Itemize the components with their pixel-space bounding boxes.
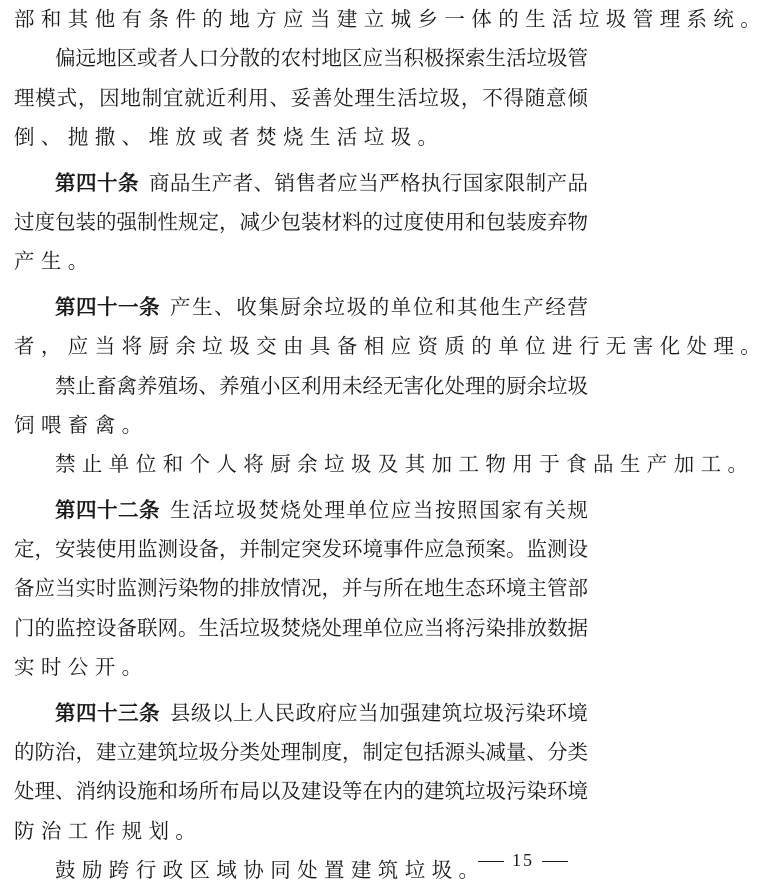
line-text: 偏 远 地 区 或 者 人 口 分 散 的 农 村 地 区 应 当 积 极 探 索 生 活 垃 圾 管 bbox=[55, 46, 588, 71]
line-text: 生 活 垃 圾 焚 烧 处 理 单 位 应 当 按 照 国 家 有 关 规 bbox=[170, 497, 588, 522]
text-line bbox=[14, 530, 588, 569]
text-line bbox=[14, 0, 767, 39]
article-number: 第四十一条 bbox=[55, 294, 160, 319]
line-text: 理 模 式 ， 因 地 制 宜 就 近 利 用 、 妥 善 处 理 生 活 垃 圾 ， 不 得 随 意 倾 bbox=[14, 85, 588, 110]
line-text: 处 理 、 消 纳 设 施 和 场 所 布 局 以 及 建 设 等 在 内 的 建 筑 垃 圾 污 染 环 境 bbox=[14, 779, 588, 804]
text-line bbox=[14, 406, 588, 445]
page-number-value: 15 bbox=[512, 850, 534, 870]
text-line bbox=[14, 118, 588, 157]
article-paragraph bbox=[14, 164, 588, 282]
article-number: 第四十条 bbox=[55, 170, 139, 195]
line-text: 县 级 以 上 人 民 政 府 应 当 加 强 建 筑 垃 圾 污 染 环 境 bbox=[170, 700, 588, 725]
line-text: 过 度 包 装 的 强 制 性 规 定 ， 减 少 包 装 材 料 的 过 度 使 用 和 包 装 废 弃 物 bbox=[14, 209, 588, 234]
article-number: 第四十三条 bbox=[55, 700, 160, 725]
article-paragraph bbox=[14, 491, 588, 688]
line-text: 禁止单位和个人将厨余垃圾及其加工物用于食品生产加工。 bbox=[55, 452, 755, 477]
text-line bbox=[14, 694, 588, 733]
text-line bbox=[14, 569, 588, 608]
text-line bbox=[14, 609, 588, 648]
line-text: 饲喂畜禽。 bbox=[14, 412, 149, 437]
line-text: 倒、抛撒、堆放或者焚烧生活垃圾。 bbox=[14, 125, 445, 150]
text-line bbox=[14, 79, 588, 118]
line-text: 防治工作规划。 bbox=[14, 818, 203, 843]
article-paragraph bbox=[14, 288, 767, 367]
text-line bbox=[14, 39, 588, 78]
line-text: 定 ， 安 装 使 用 监 测 设 备 ， 并 制 定 突 发 环 境 事 件 应 急 预 案 。 监 测 设 bbox=[14, 537, 588, 562]
paragraph bbox=[14, 0, 767, 39]
line-text: 鼓励跨行政区域协同处置建筑垃圾。 bbox=[55, 858, 486, 883]
text-line bbox=[14, 327, 767, 366]
line-text: 的 防 治 ， 建 立 建 筑 垃 圾 分 类 处 理 制 度 ， 制 定 包 括 源 头 减 量 、 分 类 bbox=[14, 740, 588, 765]
text-line bbox=[14, 491, 588, 530]
line-text: 实时公开。 bbox=[14, 655, 149, 680]
line-text: 部和其他有条件的地方应当建立城乡一体的生活垃圾管理系统。 bbox=[14, 7, 767, 31]
text-line bbox=[14, 812, 588, 851]
line-text: 禁 止 畜 禽 养 殖 场 、 养 殖 小 区 利 用 未 经 无 害 化 处 理 的 厨 余 垃 圾 bbox=[55, 373, 588, 398]
line-text: 产生。 bbox=[14, 249, 95, 274]
page-number-dash-right bbox=[542, 861, 568, 862]
text-line bbox=[14, 164, 588, 203]
line-text: 门 的 监 控 设 备 联 网 。 生 活 垃 圾 焚 烧 处 理 单 位 应 当 将 污 染 排 放 数 据 bbox=[14, 615, 588, 640]
article-number: 第四十二条 bbox=[55, 497, 160, 522]
page-number-dash-left bbox=[478, 861, 504, 862]
paragraph bbox=[14, 367, 588, 446]
text-line bbox=[14, 648, 588, 687]
text-line bbox=[14, 203, 588, 242]
text-line bbox=[14, 445, 755, 484]
line-text: 商 品 生 产 者 、 销 售 者 应 当 严 格 执 行 国 家 限 制 产 品 bbox=[149, 170, 588, 195]
document-page bbox=[14, 0, 767, 891]
text-line bbox=[14, 733, 588, 772]
line-text: 备 应 当 实 时 监 测 污 染 物 的 排 放 情 况 ， 并 与 所 在 地 生 态 环 境 主 管 部 bbox=[14, 576, 588, 601]
line-text: 者，应当将厨余垃圾交由具备相应资质的单位进行无害化处理。 bbox=[14, 334, 767, 359]
text-line bbox=[14, 772, 588, 811]
paragraph bbox=[14, 39, 588, 157]
text-line bbox=[14, 242, 588, 281]
line-text: 产 生 、 收 集 厨 余 垃 圾 的 单 位 和 其 他 生 产 经 营 bbox=[170, 294, 588, 319]
article-paragraph bbox=[14, 694, 588, 852]
paragraph bbox=[14, 445, 755, 484]
text-line bbox=[14, 288, 588, 327]
page-number bbox=[470, 850, 576, 871]
text-line bbox=[14, 367, 588, 406]
